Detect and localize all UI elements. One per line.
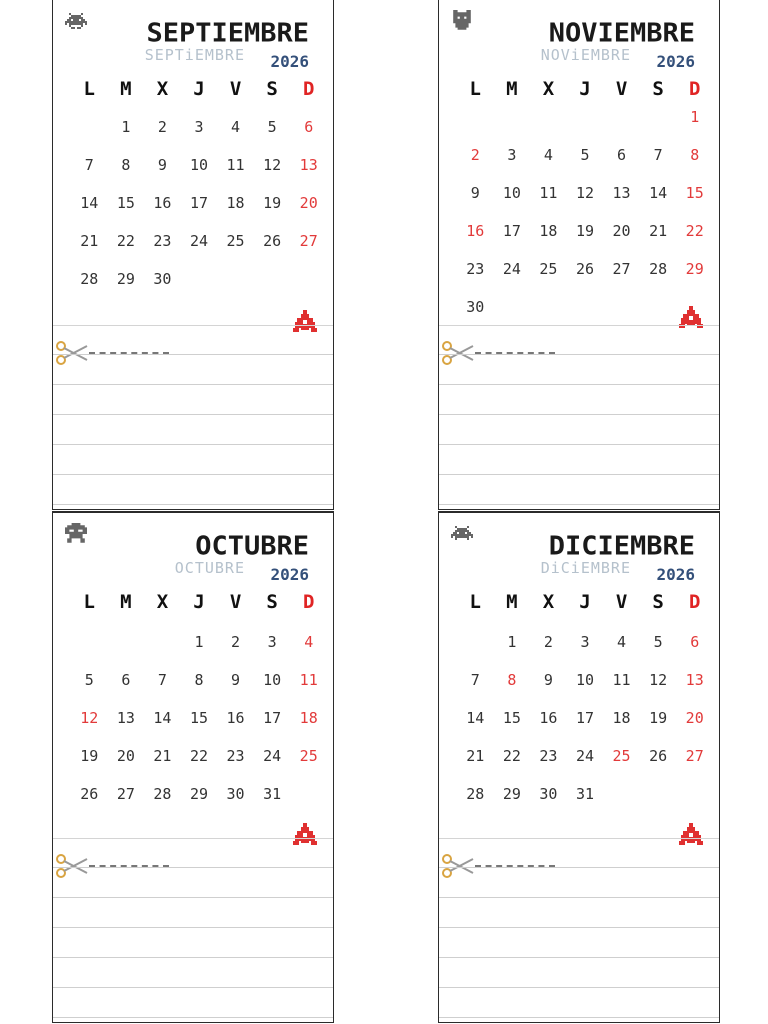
weekday-label: J (579, 591, 591, 613)
month-subtitle: DiCiEMBRE (540, 559, 631, 577)
day-cell: 5 (653, 633, 663, 651)
weekday-label: V (615, 78, 628, 100)
day-cell: 8 (507, 671, 517, 689)
day-cell: 3 (194, 118, 204, 136)
day-cell: 18 (539, 222, 558, 240)
day-cell: 12 (575, 184, 595, 202)
day-cell: 9 (470, 184, 480, 202)
day-cell: 28 (649, 260, 668, 278)
day-cell: 13 (685, 671, 704, 689)
day-cell: 19 (80, 747, 99, 765)
days-grid (457, 623, 713, 813)
day-cell: 1 (194, 633, 204, 651)
day-cell: 14 (466, 709, 485, 727)
day-cell: 23 (226, 747, 245, 765)
day-cell: 21 (466, 747, 485, 765)
notes-lines (53, 325, 333, 505)
day-cell: 26 (80, 785, 99, 803)
day-cell: 18 (612, 709, 631, 727)
empty-cell (603, 98, 640, 136)
day-cell: 11 (299, 671, 318, 689)
day-cell: 2 (470, 146, 480, 164)
month-title: SEPTIEMBRE (146, 18, 309, 49)
weekday-label: L (469, 78, 481, 100)
day-cell: 17 (502, 222, 521, 240)
day-cell: 29 (189, 785, 209, 803)
day-cell: 30 (153, 270, 172, 288)
weekday-label: D (688, 591, 701, 613)
day-cell: 3 (267, 633, 277, 651)
day-cell: 15 (502, 709, 521, 727)
weekday-header (71, 591, 327, 613)
day-cell: 1 (121, 118, 131, 136)
month-card-diciembre (438, 511, 720, 1023)
day-cell: 2 (231, 633, 241, 651)
day-cell: 2 (543, 633, 553, 651)
day-cell: 10 (263, 671, 282, 689)
weekday-label: D (688, 78, 701, 100)
weekday-header (457, 78, 713, 100)
day-cell: 15 (685, 184, 704, 202)
weekday-label: L (83, 591, 95, 613)
day-cell: 4 (231, 118, 241, 136)
day-cell: 14 (649, 184, 668, 202)
day-cell: 30 (466, 298, 485, 316)
day-cell: 13 (299, 156, 318, 174)
weekday-label: S (652, 591, 664, 613)
month-subtitle: SEPTiEMBRE (144, 46, 245, 64)
day-cell: 7 (157, 671, 167, 689)
weekday-label: J (579, 78, 591, 100)
day-cell: 4 (304, 633, 314, 651)
days-grid (457, 98, 713, 326)
day-cell: 5 (580, 146, 590, 164)
day-cell: 3 (507, 146, 517, 164)
day-cell: 16 (226, 709, 245, 727)
day-cell: 22 (502, 747, 521, 765)
weekday-header (457, 591, 713, 613)
empty-cell (494, 98, 531, 136)
year-label: 2026 (270, 565, 309, 584)
day-cell: 27 (685, 747, 704, 765)
day-cell: 3 (580, 633, 590, 651)
day-cell: 27 (612, 260, 631, 278)
day-cell: 8 (194, 671, 204, 689)
day-cell: 27 (116, 785, 135, 803)
day-cell: 28 (466, 785, 485, 803)
day-cell: 28 (80, 270, 99, 288)
day-cell: 9 (231, 671, 241, 689)
day-cell: 6 (617, 146, 627, 164)
empty-cell (457, 623, 494, 661)
day-cell: 30 (539, 785, 558, 803)
day-cell: 20 (116, 747, 135, 765)
day-cell: 7 (653, 146, 663, 164)
day-cell: 15 (116, 194, 135, 212)
day-cell: 29 (116, 270, 135, 288)
empty-cell (108, 623, 145, 661)
weekday-label: M (120, 591, 132, 613)
month-subtitle: NOViEMBRE (540, 46, 631, 64)
day-cell: 22 (685, 222, 704, 240)
day-cell: 7 (84, 156, 94, 174)
day-cell: 11 (539, 184, 558, 202)
year-label: 2026 (270, 52, 309, 71)
day-cell: 31 (263, 785, 282, 803)
notes-lines (439, 838, 719, 1018)
notes-lines (439, 325, 719, 505)
day-cell: 13 (612, 184, 631, 202)
day-cell: 31 (575, 785, 595, 803)
day-cell: 21 (153, 747, 172, 765)
day-cell: 22 (189, 747, 209, 765)
weekday-label: S (266, 78, 278, 100)
day-cell: 23 (466, 260, 485, 278)
day-cell: 17 (575, 709, 595, 727)
weekday-label: V (229, 591, 242, 613)
weekday-label: J (193, 78, 205, 100)
weekday-label: M (120, 78, 132, 100)
day-cell: 24 (575, 747, 595, 765)
weekday-label: J (193, 591, 205, 613)
days-grid (71, 108, 327, 298)
day-cell: 27 (299, 232, 318, 250)
notes-lines (53, 838, 333, 1018)
day-cell: 29 (502, 785, 521, 803)
month-card-septiembre (52, 0, 334, 510)
weekday-label: L (469, 591, 481, 613)
empty-cell (457, 98, 494, 136)
day-cell: 4 (543, 146, 553, 164)
weekday-label: D (302, 78, 315, 100)
day-cell: 16 (539, 709, 558, 727)
month-title: OCTUBRE (195, 531, 309, 562)
day-cell: 8 (121, 156, 131, 174)
weekday-header (71, 78, 327, 100)
days-grid (71, 623, 327, 813)
year-label: 2026 (656, 52, 695, 71)
day-cell: 10 (575, 671, 595, 689)
day-cell: 24 (189, 232, 209, 250)
weekday-label: X (156, 78, 169, 100)
day-cell: 16 (153, 194, 172, 212)
day-cell: 1 (507, 633, 517, 651)
cat-icon (451, 10, 473, 32)
empty-cell (640, 98, 677, 136)
weekday-label: S (266, 591, 278, 613)
weekday-label: X (156, 591, 169, 613)
empty-cell (530, 98, 567, 136)
weekday-label: V (615, 591, 628, 613)
day-cell: 10 (502, 184, 521, 202)
day-cell: 6 (121, 671, 131, 689)
weekday-label: L (83, 78, 95, 100)
day-cell: 11 (226, 156, 245, 174)
day-cell: 19 (263, 194, 282, 212)
empty-cell (144, 623, 181, 661)
day-cell: 23 (153, 232, 172, 250)
day-cell: 18 (226, 194, 245, 212)
day-cell: 25 (612, 747, 631, 765)
day-cell: 8 (690, 146, 700, 164)
day-cell: 26 (263, 232, 282, 250)
day-cell: 18 (299, 709, 318, 727)
day-cell: 30 (226, 785, 245, 803)
weekday-label: S (652, 78, 664, 100)
day-cell: 9 (543, 671, 553, 689)
day-cell: 6 (304, 118, 314, 136)
day-cell: 25 (299, 747, 318, 765)
day-cell: 19 (649, 709, 668, 727)
day-cell: 21 (649, 222, 668, 240)
day-cell: 7 (470, 671, 480, 689)
day-cell: 1 (690, 108, 700, 126)
space-invader-icon (451, 523, 473, 545)
day-cell: 14 (80, 194, 99, 212)
day-cell: 5 (84, 671, 94, 689)
space-invader-icon (65, 10, 87, 32)
space-invader-icon (65, 523, 87, 545)
month-title: NOVIEMBRE (548, 18, 695, 49)
day-cell: 29 (685, 260, 704, 278)
day-cell: 17 (189, 194, 209, 212)
weekday-label: M (506, 591, 518, 613)
day-cell: 13 (116, 709, 135, 727)
day-cell: 5 (267, 118, 277, 136)
day-cell: 14 (153, 709, 172, 727)
month-card-octubre (52, 511, 334, 1023)
day-cell: 22 (116, 232, 135, 250)
day-cell: 19 (575, 222, 595, 240)
day-cell: 20 (299, 194, 318, 212)
weekday-label: V (229, 78, 242, 100)
day-cell: 12 (80, 709, 99, 727)
day-cell: 16 (466, 222, 485, 240)
day-cell: 12 (649, 671, 668, 689)
day-cell: 6 (690, 633, 700, 651)
month-subtitle: OCTUBRE (174, 559, 245, 577)
day-cell: 26 (575, 260, 595, 278)
weekday-label: X (542, 591, 555, 613)
day-cell: 20 (685, 709, 704, 727)
day-cell: 24 (263, 747, 282, 765)
day-cell: 17 (263, 709, 282, 727)
day-cell: 9 (157, 156, 167, 174)
day-cell: 10 (189, 156, 209, 174)
month-card-noviembre (438, 0, 720, 510)
day-cell: 25 (226, 232, 245, 250)
weekday-label: X (542, 78, 555, 100)
day-cell: 24 (502, 260, 521, 278)
empty-cell (71, 623, 108, 661)
weekday-label: D (302, 591, 315, 613)
day-cell: 4 (617, 633, 627, 651)
day-cell: 21 (80, 232, 99, 250)
empty-cell (567, 98, 604, 136)
day-cell: 28 (153, 785, 172, 803)
day-cell: 12 (263, 156, 282, 174)
day-cell: 23 (539, 747, 558, 765)
day-cell: 2 (157, 118, 167, 136)
weekday-label: M (506, 78, 518, 100)
day-cell: 26 (649, 747, 668, 765)
day-cell: 20 (612, 222, 631, 240)
empty-cell (71, 108, 108, 146)
day-cell: 25 (539, 260, 558, 278)
month-title: DICIEMBRE (548, 531, 695, 562)
day-cell: 11 (612, 671, 631, 689)
day-cell: 15 (189, 709, 209, 727)
year-label: 2026 (656, 565, 695, 584)
